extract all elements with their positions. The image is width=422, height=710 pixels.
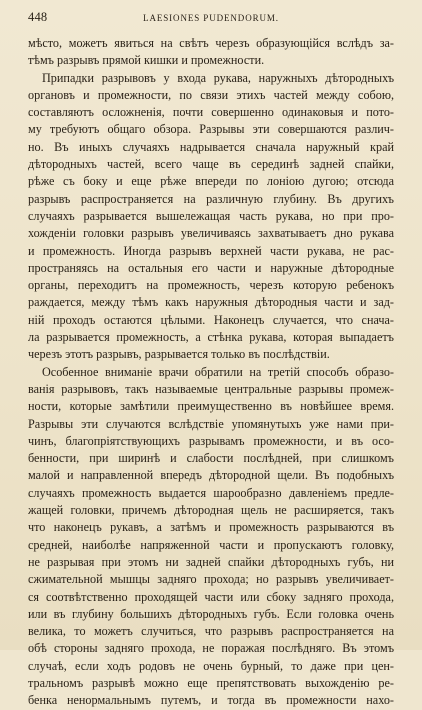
text-line: Особенное вниманіе врачи обратили на третій способъ образо- <box>42 364 394 379</box>
text-line: случаяхъ промежность выдается шарообразно давленіемъ предле- <box>28 485 394 500</box>
paragraph <box>28 364 394 710</box>
text-line: черезъ этотъ разрывъ, разрывается только въ послѣдствіи. <box>28 347 330 362</box>
text-line: ности, которые замѣтили преимущественно въ новѣйшее время. <box>28 399 394 414</box>
text-line: Разрывы эти случаются вслѣдствіе упомянутыхъ уже нами при- <box>28 416 394 431</box>
text-line: малой и направленной впередъ дѣтородной щели. Въ подобныхъ <box>28 468 394 483</box>
paragraph <box>28 35 394 70</box>
text-line: бенка ненормальнымъ путемъ, и тогда въ промежности нахо- <box>28 693 394 708</box>
text-line: ванія разрывовъ, такъ называемые центральные разрывы промеж- <box>28 381 394 396</box>
text-line: велика, то можетъ случиться, что разрывъ распространяется на <box>28 624 394 639</box>
text-line: обѣ стороны задняго прохода, не поражая послѣдняго. Въ этомъ <box>28 641 394 656</box>
text-line: чинъ, благопріятствующихъ разрывамъ промежности, и въ осо- <box>28 433 394 448</box>
text-line: му требуютъ общаго обзора. Разрывы эти совершаются различ- <box>28 122 394 137</box>
text-line: но. Въ иныхъ случаяхъ надрывается сначала наружный край <box>28 139 394 154</box>
text-line: случаѣ, если ходъ родовъ не очень бурный, то даже при цен- <box>28 658 394 673</box>
text-line: средней, наиболѣе напряженной части и пропускаютъ головку, <box>28 537 394 552</box>
text-line: или въ глубину большихъ дѣтородныхъ губъ. Если головка очень <box>28 606 394 621</box>
paragraph <box>28 70 394 364</box>
text-line: не разрывая при этомъ ни задней спайки дѣтородныхъ губъ, ни <box>28 554 394 569</box>
page-header <box>28 10 394 26</box>
text-line: ся соотвѣтственно проходящей части или сбоку задняго прохода, <box>28 589 394 604</box>
text-line: ній проходъ остаются цѣлыми. Наконецъ случается, что снача- <box>28 312 394 327</box>
running-head: LAESIONES PUDENDORUM. <box>143 13 279 23</box>
text-line: органы, переходитъ на промежность, черезъ которую ребенокъ <box>28 278 394 293</box>
text-line: Припадки разрывовъ у входа рукава, наружныхъ дѣтородныхъ <box>42 70 394 85</box>
text-line: пространяясь на остальныя его части и наружные дѣтородные <box>28 260 394 275</box>
body-text <box>28 35 394 710</box>
text-line: раждается, между тѣмъ какъ наружныя дѣтородныя части и зад- <box>28 295 394 310</box>
text-line: ла разрывается промежность, а стѣнка рукава, которая выпадаетъ <box>28 330 394 345</box>
page-number: 448 <box>28 10 48 24</box>
text-line: хожденіи головки разрывъ увеличиваясь захватываетъ дно рукава <box>28 226 394 241</box>
text-line: бенности, при ширинѣ и слабости послѣдней, при слишкомъ <box>28 451 394 466</box>
text-line: разрывъ распространяется на различную глубину. Въ другихъ <box>28 191 394 206</box>
text-line: сжимательной мышцы задняго прохода; но разрывъ увеличивает- <box>28 572 394 587</box>
text-line: дѣтородныхъ частей, всего чаще въ серединѣ задней спайки, <box>28 157 394 172</box>
text-line: случаяхъ разрывается вышележащая часть рукава, но при про- <box>28 208 394 223</box>
text-line: рѣже съ боку и еще рѣже впереди по лоніою дугою; отсюда <box>28 174 394 189</box>
text-line: составляютъ осложненія, почти совершенно одинаковыя и пото- <box>28 105 394 120</box>
text-line: тѣмъ разрывъ прямой кишки и промежности. <box>28 53 265 68</box>
text-line: тральномъ разрывѣ можно еще препятствовать выхожденію ре- <box>28 675 394 690</box>
text-line: и промежность. Иногда разрывъ верхней части рукава, не рас- <box>28 243 394 258</box>
text-line: что наконецъ рукавъ, а затѣмъ и промежность разрываются въ <box>28 520 394 535</box>
text-line: жащей головки, причемъ дѣтородная щель не расширяется, такъ <box>28 503 394 518</box>
text-line: органовъ и промежности, по связи этихъ частей между собою, <box>28 87 394 102</box>
text-line: мѣсто, можетъ явиться на свѣтъ черезъ образующійся вслѣдъ за- <box>28 36 394 50</box>
